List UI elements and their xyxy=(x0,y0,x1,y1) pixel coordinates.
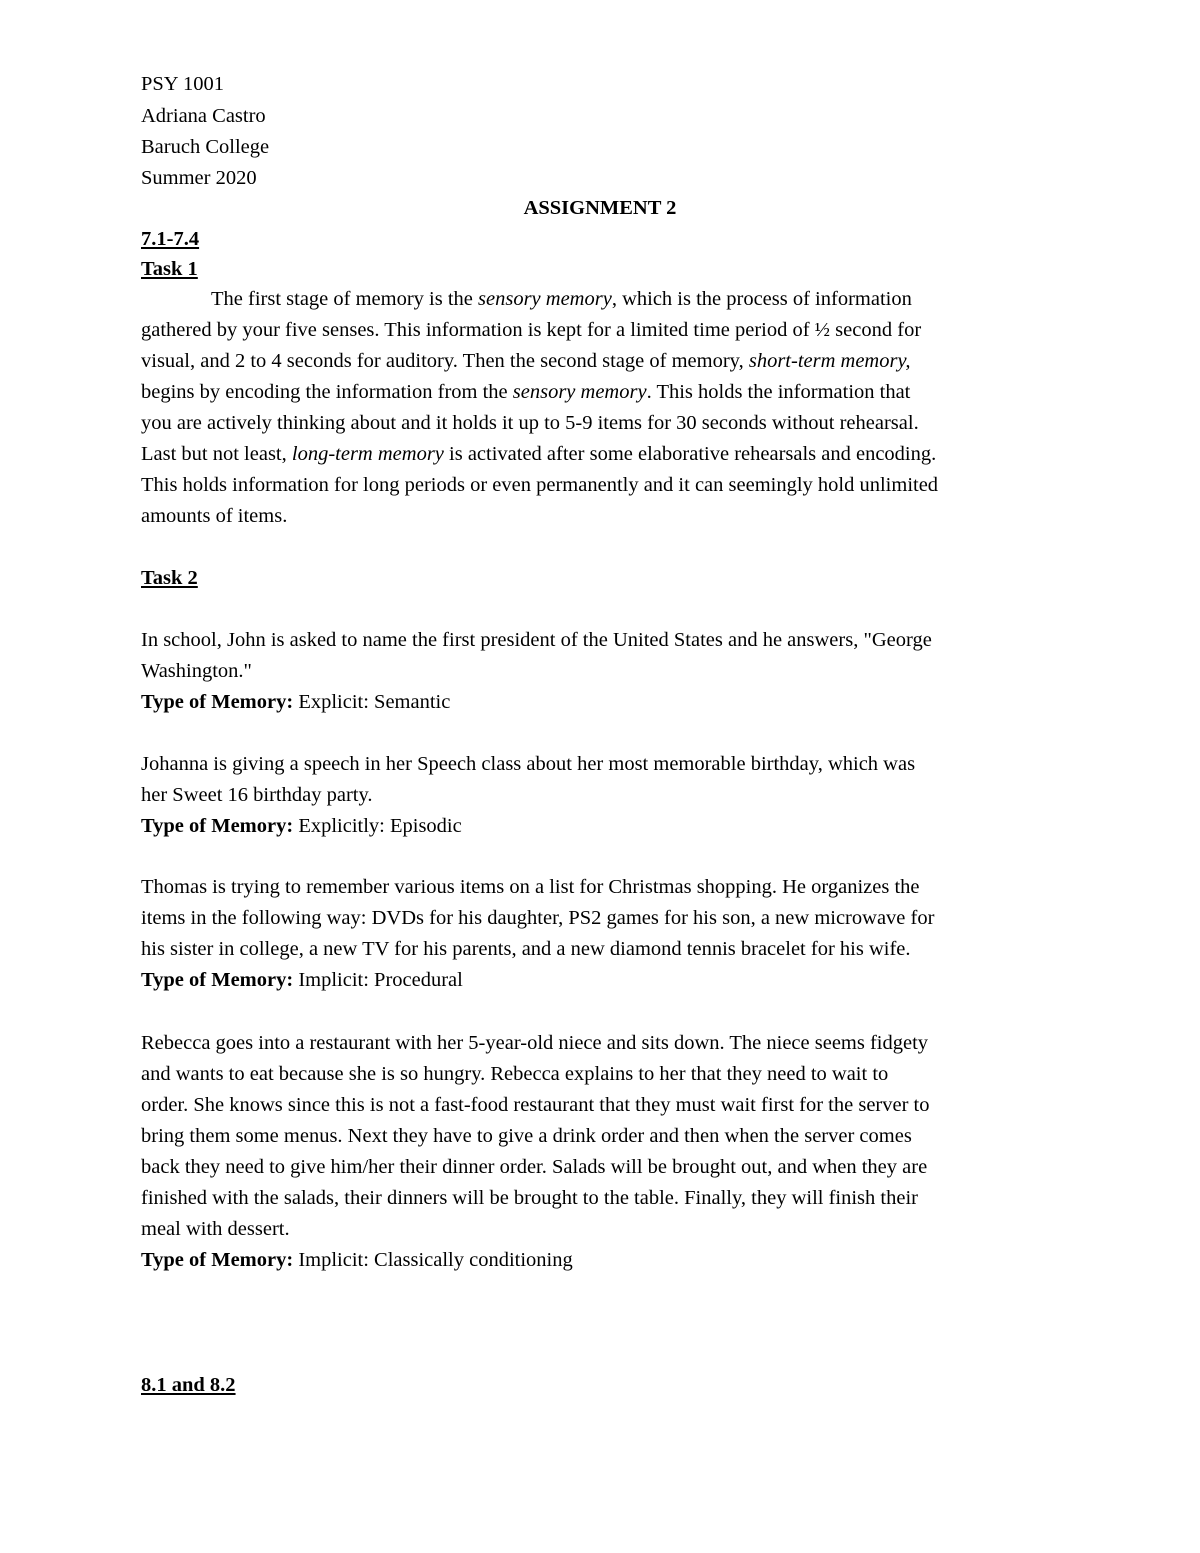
scenario-line: items in the following way: DVDs for his daughter, PS2 games for his son, a new microwave for xyxy=(141,907,935,929)
memory-type xyxy=(141,688,450,716)
task1-line xyxy=(141,471,938,499)
text-run: . This holds the information that xyxy=(646,381,911,403)
task2-heading: Task 2 xyxy=(141,567,198,589)
memory-type-value: Explicitly: Episodic xyxy=(293,815,462,837)
memory-type-label: Type of Memory: xyxy=(141,1249,294,1271)
scenario-line: Thomas is trying to remember various items on a list for Christmas shopping. He organizes the xyxy=(141,876,920,898)
text-run: amounts of items. xyxy=(141,505,288,527)
memory-type-label: Type of Memory: xyxy=(141,815,294,837)
text-run: , which is the process of information xyxy=(611,288,912,310)
text-run: you are actively thinking about and it holds it up to 5-9 items for 30 seconds without rehearsal. xyxy=(141,412,919,434)
text-run: The first stage of memory is the xyxy=(211,288,479,310)
text-run: visual, and 2 to 4 seconds for auditory. Then the second stage of memory, xyxy=(141,350,749,372)
memory-type xyxy=(141,1246,573,1274)
memory-type-value: Implicit: Procedural xyxy=(293,969,463,991)
term-emphasis: long-term memory xyxy=(291,443,444,465)
scenario-line: meal with dessert. xyxy=(141,1218,290,1240)
task1-line xyxy=(141,409,919,437)
memory-type-value: Explicit: Semantic xyxy=(293,691,451,713)
college-name: Baruch College xyxy=(141,136,270,158)
task1-heading: Task 1 xyxy=(141,258,198,280)
student-name: Adriana Castro xyxy=(141,105,266,127)
assignment-title: ASSIGNMENT 2 xyxy=(523,197,677,219)
scenario-line: back they need to give him/her their dinner order. Salads will be brought out, and when they are xyxy=(141,1156,928,1178)
task1-line xyxy=(141,347,911,375)
text-run: begins by encoding the information from the xyxy=(141,381,513,403)
memory-type-label: Type of Memory: xyxy=(141,691,294,713)
text-run: is activated after some elaborative rehearsals and encoding. xyxy=(443,443,937,465)
memory-type xyxy=(141,966,463,994)
text-run: Last but not least, xyxy=(141,443,292,465)
task1-line xyxy=(141,378,910,406)
memory-type-label: Type of Memory: xyxy=(141,969,294,991)
scenario-line: finished with the salads, their dinners will be brought to the table. Finally, they will finish their xyxy=(141,1187,918,1209)
scenario-line: and wants to eat because she is so hungry. Rebecca explains to her that they need to wait to xyxy=(141,1063,889,1085)
scenario-line: order. She knows since this is not a fast-food restaurant that they must wait first for the server to xyxy=(141,1094,930,1116)
scenario-line: her Sweet 16 birthday party. xyxy=(141,784,373,806)
memory-type-value: Implicit: Classically conditioning xyxy=(293,1249,573,1271)
scenario-line: Johanna is giving a speech in her Speech class about her most memorable birthday, which was xyxy=(141,753,916,775)
term-emphasis: short-term memory, xyxy=(748,350,911,372)
scenario-line: bring them some menus. Next they have to give a drink order and then when the server comes xyxy=(141,1125,912,1147)
section-heading-7: 7.1-7.4 xyxy=(141,228,200,250)
task1-line xyxy=(211,285,912,313)
section-heading-8: 8.1 and 8.2 xyxy=(141,1374,236,1396)
memory-type xyxy=(141,812,462,840)
text-run: This holds information for long periods or even permanently and it can seemingly hold unlimited xyxy=(141,474,939,496)
text-run: gathered by your five senses. This information is kept for a limited time period of ½ second for xyxy=(141,319,922,341)
course-code: PSY 1001 xyxy=(141,73,224,95)
term-emphasis: sensory memory xyxy=(512,381,647,403)
scenario-line: In school, John is asked to name the first president of the United States and he answers, "George xyxy=(141,629,932,651)
term-emphasis: sensory memory xyxy=(478,288,612,310)
task1-line xyxy=(141,316,921,344)
scenario-line: Rebecca goes into a restaurant with her 5-year-old niece and sits down. The niece seems fidgety xyxy=(141,1032,929,1054)
scenario-line: Washington." xyxy=(141,660,252,682)
task1-line xyxy=(141,502,287,530)
term: Summer 2020 xyxy=(141,167,257,189)
task1-line xyxy=(141,440,936,468)
scenario-line: his sister in college, a new TV for his parents, and a new diamond tennis bracelet for his wife. xyxy=(141,938,911,960)
